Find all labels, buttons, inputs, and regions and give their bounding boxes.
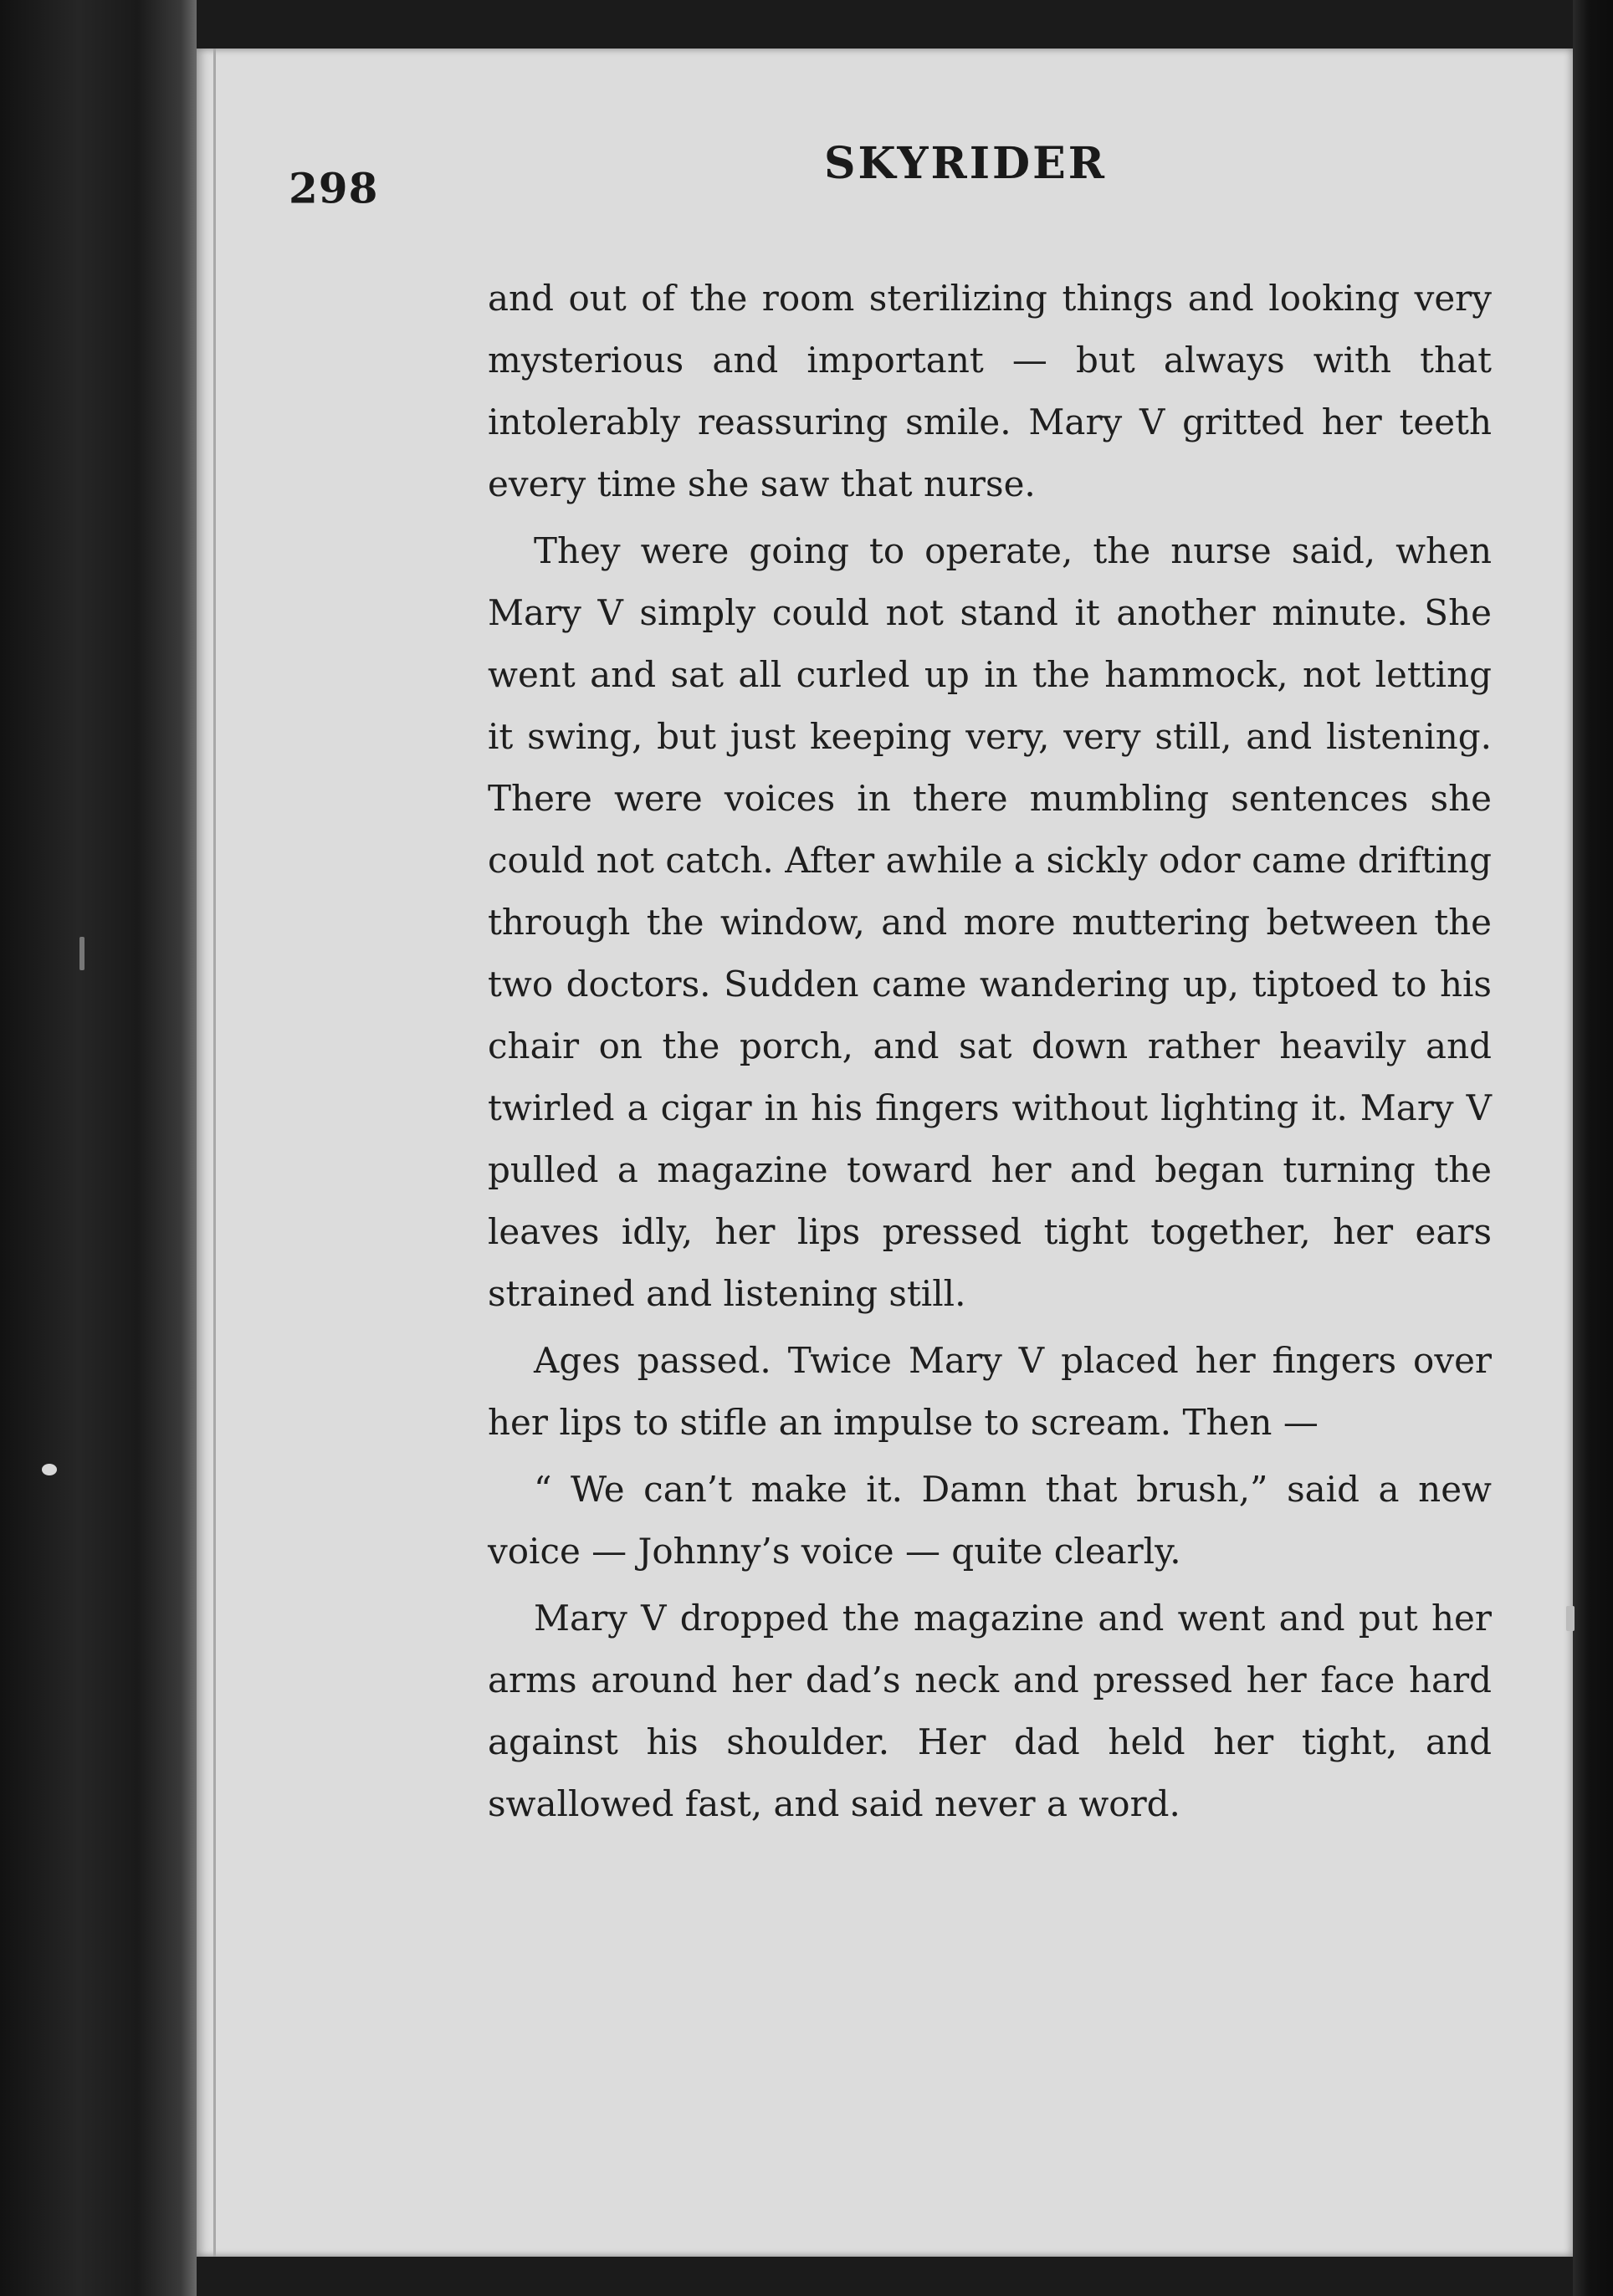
paragraph-3: Ages passed. Twice Mary V placed her fingers over her lips to stifle an impulse to scream. Then — (488, 1340, 1492, 1443)
book-title: SKYRIDER (824, 138, 1107, 189)
paragraph-2: They were going to operate, the nurse said, when Mary V simply could not stand it another minute. She went and sat all curled up in the hammock, not letting it swing, but just keeping very, very still, and listening. There were voices in there mumbling sentences she could not catch. After awhile a sickly odor came drifting through the window, and more muttering between the two doctors. Sudden came wandering up, tiptoed to his chair on the porch, and sat down rather heavily and twirled a cigar in his fingers without lighting it. Mary V pulled a magazine toward her and began turning the leaves idly, her lips pressed tight together, her ears strained and listening still. (488, 530, 1492, 1314)
body-text (488, 268, 1492, 1840)
page-gutter-line (213, 49, 216, 2257)
scan-speck (79, 937, 84, 970)
scan-speck (42, 1464, 57, 1475)
paragraph-1: and out of the room sterilizing things and looking very mysterious and important — but always with that intolerably reassuring smile. Mary V gritted her teeth every time she saw that nurse. (488, 278, 1492, 504)
book-right-edge (1573, 0, 1613, 2296)
page-number: 298 (289, 163, 379, 213)
paragraph-5: Mary V dropped the magazine and went and put her arms around her dad’s neck and pressed her face hard against his shoulder. Her dad held her tight, and swallowed fast, and said never a word. (488, 1598, 1492, 1824)
book-binding-edge (0, 0, 197, 2296)
running-head (289, 138, 1544, 213)
scan-speck (1566, 1606, 1575, 1631)
paragraph-4: “ We can’t make it. Damn that brush,” said a new voice — Johnny’s voice — quite clearly. (488, 1469, 1492, 1572)
